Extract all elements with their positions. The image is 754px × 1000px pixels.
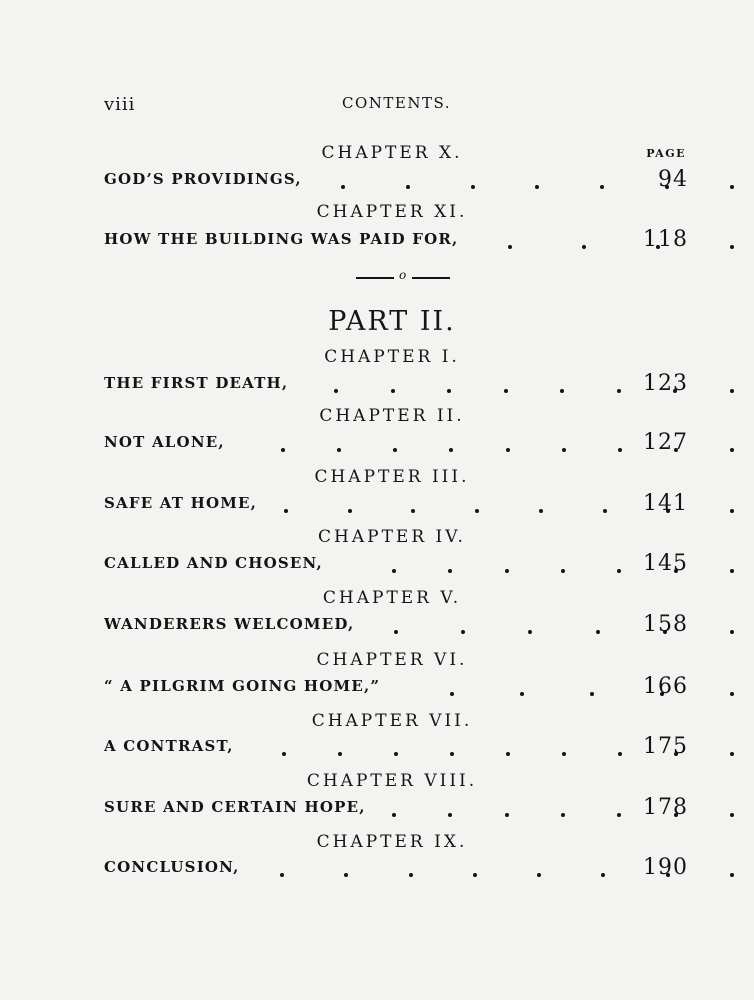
entry-page-number: 175: [643, 734, 688, 759]
entry-title: THE FIRST DEATH,: [104, 374, 289, 392]
chapter-heading: CHAPTER X.: [321, 143, 463, 163]
toc-entry: [104, 167, 688, 196]
entry-page-number: 166: [643, 674, 688, 699]
entry-page-number: 190: [643, 855, 688, 880]
entry-title: NOT ALONE,: [104, 433, 225, 451]
page-column-label: PAGE: [646, 147, 686, 160]
toc-entry: [104, 551, 688, 580]
chapter-heading: CHAPTER III.: [314, 467, 470, 487]
entry-page-number: 178: [643, 795, 688, 820]
chapter-heading: CHAPTER IV.: [318, 527, 466, 547]
entry-title: A CONTRAST,: [104, 737, 234, 755]
entry-page-number: 123: [643, 371, 688, 396]
toc-entry: [104, 734, 688, 763]
entry-title: HOW THE BUILDING WAS PAID FOR,: [104, 230, 459, 248]
part-heading: PART II.: [328, 306, 456, 337]
entry-page-number: 127: [643, 430, 688, 455]
entry-title: SURE AND CERTAIN HOPE,: [104, 798, 366, 816]
toc-entry: [104, 795, 688, 824]
toc-entry: [104, 430, 688, 459]
chapter-heading: CHAPTER VIII.: [306, 771, 478, 791]
toc-entry: [104, 491, 688, 520]
toc-entry: [104, 612, 688, 641]
entry-title: CALLED AND CHOSEN,: [104, 554, 323, 572]
toc-entry: [104, 371, 688, 400]
chapter-heading: CHAPTER V.: [322, 588, 462, 608]
dot-leader: [450, 679, 734, 699]
section-divider-ornament: o: [356, 271, 450, 283]
entry-page-number: 141: [643, 491, 688, 516]
chapter-heading: CHAPTER XI.: [316, 202, 468, 222]
page-number: viii: [104, 94, 136, 115]
chapter-heading: CHAPTER II.: [319, 406, 465, 426]
chapter-heading: CHAPTER I.: [324, 347, 460, 367]
entry-title: WANDERERS WELCOMED,: [104, 615, 355, 633]
chapter-heading: CHAPTER VII.: [311, 711, 473, 731]
entry-page-number: 94: [658, 167, 688, 192]
toc-entry: [104, 674, 688, 703]
entry-title: CONCLUSION,: [104, 858, 240, 876]
entry-page-number: 118: [643, 227, 688, 252]
toc-entry: [104, 855, 688, 884]
chapter-heading: CHAPTER IX.: [316, 832, 468, 852]
entry-title: SAFE AT HOME,: [104, 494, 258, 512]
running-head-title: CONTENTS.: [342, 94, 451, 112]
dot-leader: [508, 232, 734, 252]
entry-title: GOD’S PROVIDINGS,: [104, 170, 302, 188]
chapter-heading: CHAPTER VI.: [316, 650, 468, 670]
entry-page-number: 158: [643, 612, 688, 637]
entry-page-number: 145: [643, 551, 688, 576]
toc-entry: [104, 227, 688, 256]
entry-title: “ A PILGRIM GOING HOME,”: [104, 677, 381, 695]
